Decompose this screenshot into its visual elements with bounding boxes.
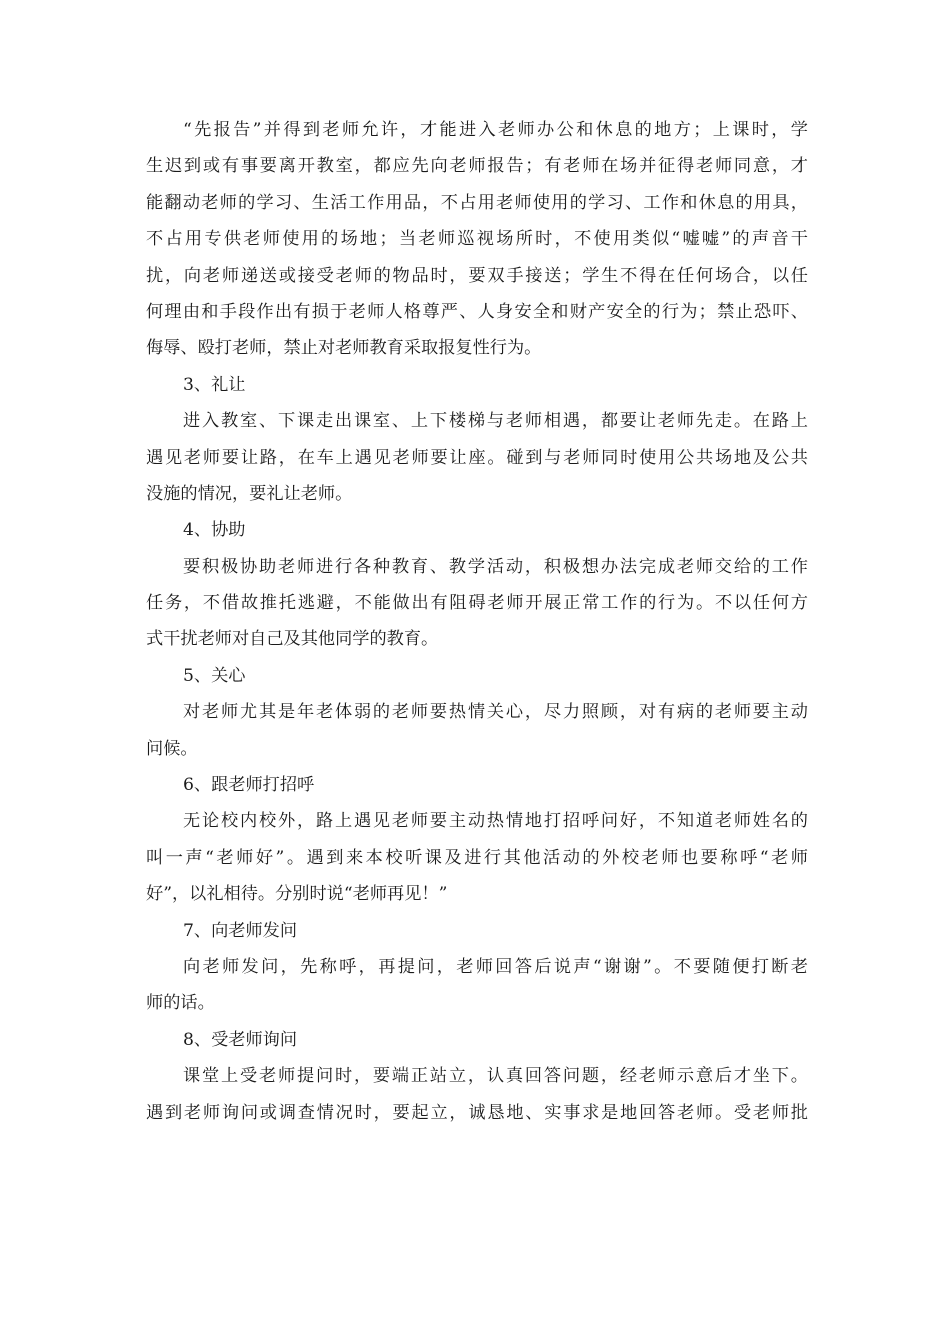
- text-line: 何理由和手段作出有损于老师人格尊严、人身安全和财产安全的行为；禁止恐吓、: [146, 301, 808, 322]
- paragraph-care: [146, 694, 808, 767]
- section-heading-greeting: 6、跟老师打招呼: [183, 775, 315, 796]
- text-line: 无论校内校外，路上遇见老师要主动热情地打招呼问好，不知道老师姓名的: [183, 811, 808, 832]
- text-line: 没施的情况，要礼让老师。: [146, 483, 353, 504]
- paragraph-respect-rules: [146, 112, 808, 367]
- text-line: 好”，以礼相待。分别时说“老师再见！”: [146, 884, 448, 905]
- paragraph-greeting: [146, 803, 808, 912]
- section-heading-assist: 4、协助: [183, 520, 246, 541]
- text-line: 遇见老师要让路，在车上遇见老师要让座。碰到与老师同时使用公共场地及公共: [146, 447, 808, 468]
- text-line: 扰，向老师递送或接受老师的物品时，要双手接送；学生不得在任何场合，以任: [146, 265, 808, 286]
- text-line: 任务，不借故推托逃避，不能做出有阻碍老师开展正常工作的行为。不以任何方: [146, 593, 808, 614]
- text-line: 课堂上受老师提问时，要端正站立，认真回答问题，经老师示意后才坐下。: [183, 1066, 808, 1087]
- text-line: 师的话。: [146, 993, 215, 1014]
- text-line: 对老师尤其是年老体弱的老师要热情关心，尽力照顾，对有病的老师要主动: [183, 702, 808, 723]
- section-heading-care: 5、关心: [183, 665, 246, 686]
- text-line: 进入教室、下课走出课室、上下楼梯与老师相遇，都要让老师先走。在路上: [183, 411, 808, 432]
- paragraph-asking: [146, 949, 808, 1022]
- text-line: 要积极协助老师进行各种教育、教学活动，积极想办法完成老师交给的工作: [183, 556, 808, 577]
- paragraph-being-asked: [146, 1058, 808, 1131]
- section-heading-asking: 7、向老师发问: [183, 920, 298, 941]
- text-line: 式干扰老师对自己及其他同学的教育。: [146, 629, 439, 650]
- paragraph-assist: [146, 549, 808, 658]
- text-line: 能翻动老师的学习、生活工作用品，不占用老师使用的学习、工作和休息的用具，: [146, 192, 808, 213]
- text-line: 侮辱、殴打老师，禁止对老师教育采取报复性行为。: [146, 338, 542, 359]
- paragraph-courtesy: [146, 403, 808, 512]
- text-line: 叫一声“老师好”。遇到来本校听课及进行其他活动的外校老师也要称呼“老师: [146, 847, 808, 868]
- document-page: [146, 112, 808, 1131]
- text-line: “先报告”并得到老师允许，才能进入老师办公和休息的地方；上课时，学: [183, 120, 808, 140]
- text-line: 不占用专供老师使用的场地；当老师巡视场所时，不使用类似“嘘嘘”的声音干: [146, 229, 808, 250]
- text-line: 向老师发问，先称呼，再提问，老师回答后说声“谢谢”。不要随便打断老: [183, 956, 808, 977]
- text-line: 问候。: [146, 738, 198, 759]
- section-heading-courtesy: 3、礼让: [183, 374, 246, 395]
- section-heading-being-asked: 8、受老师询问: [183, 1029, 298, 1050]
- text-line: 遇到老师询问或调查情况时，要起立，诚恳地、实事求是地回答老师。受老师批: [146, 1102, 808, 1123]
- text-line: 生迟到或有事要离开教室，都应先向老师报告；有老师在场并征得老师同意，才: [146, 156, 808, 177]
